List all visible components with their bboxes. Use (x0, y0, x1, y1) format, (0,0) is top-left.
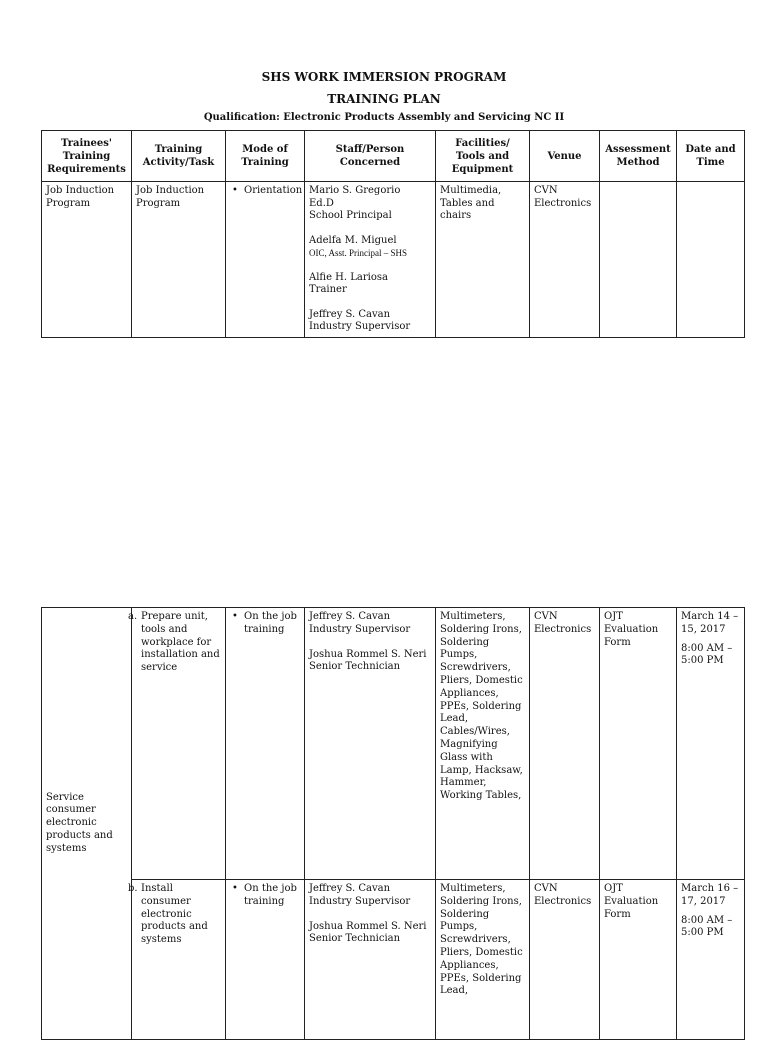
staff-name: Adelfa M. Miguel (309, 234, 397, 246)
time-range: 8:00 AM – 5:00 PM (681, 914, 733, 939)
staff-degree: Ed.D (309, 197, 334, 209)
mode-text: Orientation (244, 185, 303, 196)
mode-cell (226, 182, 305, 338)
staff-cell (305, 182, 436, 338)
assessment-cell (600, 182, 677, 338)
page-title: SHS WORK IMMERSION PROGRAM (261, 70, 507, 84)
venue-cell: CVN Electronics (530, 880, 600, 1040)
table-row (42, 182, 745, 338)
staff-role: Industry Supervisor (309, 321, 411, 332)
staff-role: Industry Supervisor (309, 623, 411, 635)
activity-text: Install consumer electronic products and systems (141, 883, 208, 946)
assessment-cell: OJT Evaluation Form (600, 880, 677, 1040)
assessment-cell: OJT Evaluation Form (600, 608, 677, 880)
training-plan-table-page1 (41, 130, 745, 338)
date-cell (677, 880, 745, 1040)
mode-cell (226, 608, 305, 880)
staff-name: Jeffrey S. Cavan (309, 883, 391, 894)
facilities-cell: Multimeters, Soldering Irons, Soldering Pumps, Screwdrivers, Pliers, Domestic Appliances, PPEs, Soldering Lead, (436, 880, 530, 1040)
mode-text: On the job training (244, 883, 297, 907)
header-date: Date and Time (677, 131, 745, 182)
staff-name: Joshua Rommel S. Neri (309, 648, 427, 660)
facilities-cell: Multimeters, Soldering Irons, Soldering Pumps, Screwdrivers, Pliers, Domestic Appliances, PPEs, Soldering Lead, Cables/Wires, Magnifying Glass with Lamp, Hacksaw, Hammer, Working Tables, (436, 608, 530, 880)
activity-cell: Job Induction Program (132, 182, 226, 338)
staff-role: OIC, Asst. Principal – SHS (309, 248, 408, 258)
training-plan-table-page2 (41, 607, 745, 1040)
header-activity: Training Activity/Task (132, 131, 226, 182)
facilities-cell: Multimedia, Tables and chairs (436, 182, 530, 338)
staff-role: Industry Supervisor (309, 895, 411, 907)
activity-cell (128, 880, 226, 1040)
qualification-line: Qualification: Electronic Products Assembly and Servicing NC II (203, 112, 565, 123)
date-cell (677, 608, 745, 880)
staff-cell (305, 880, 436, 1040)
header-assessment: Assessment Method (600, 131, 677, 182)
date-range: March 16 –17, 2017 (681, 883, 739, 907)
header-facilities: Facilities/ Tools and Equipment (436, 131, 530, 182)
bullet-icon: • (232, 611, 238, 622)
staff-role: Senior Technician (309, 933, 401, 945)
venue-cell: CVN Electronics (530, 182, 600, 338)
staff-name: Jeffrey S. Cavan (309, 611, 391, 622)
table-row (42, 608, 745, 880)
date-cell (677, 182, 745, 338)
bullet-icon: • (232, 185, 238, 196)
staff-name: Mario S. Gregorio (309, 185, 401, 196)
staff-name: Alfie H. Lariosa (309, 271, 388, 283)
requirement-cell: Service consumer electronic products and systems (42, 608, 132, 1040)
time-range: 8:00 AM – 5:00 PM (681, 642, 733, 667)
staff-name: Jeffrey S. Cavan (309, 308, 391, 320)
page-subtitle: TRAINING PLAN (327, 92, 441, 106)
table-row (42, 880, 745, 1040)
header-mode: Mode of Training (226, 131, 305, 182)
table-header-row (42, 131, 745, 182)
date-range: March 14 –15, 2017 (681, 611, 739, 635)
staff-name: Joshua Rommel S. Neri (309, 920, 427, 932)
header-venue: Venue (530, 131, 600, 182)
activity-cell (128, 608, 226, 880)
requirement-cell: Job Induction Program (42, 182, 132, 338)
staff-role: Trainer (309, 284, 347, 295)
mode-text: On the job training (244, 611, 297, 635)
task-letter: b. (128, 883, 138, 894)
venue-cell: CVN Electronics (530, 608, 600, 880)
staff-cell (305, 608, 436, 880)
staff-role: Senior Technician (309, 661, 401, 673)
header-trainees: Trainees' Training Requirements (42, 131, 132, 182)
staff-role: School Principal (309, 210, 392, 221)
activity-text: Prepare unit, tools and workplace for installation and service (141, 611, 220, 674)
mode-cell (226, 880, 305, 1040)
task-letter: a. (128, 611, 138, 622)
header-staff: Staff/Person Concerned (305, 131, 436, 182)
bullet-icon: • (232, 883, 238, 894)
